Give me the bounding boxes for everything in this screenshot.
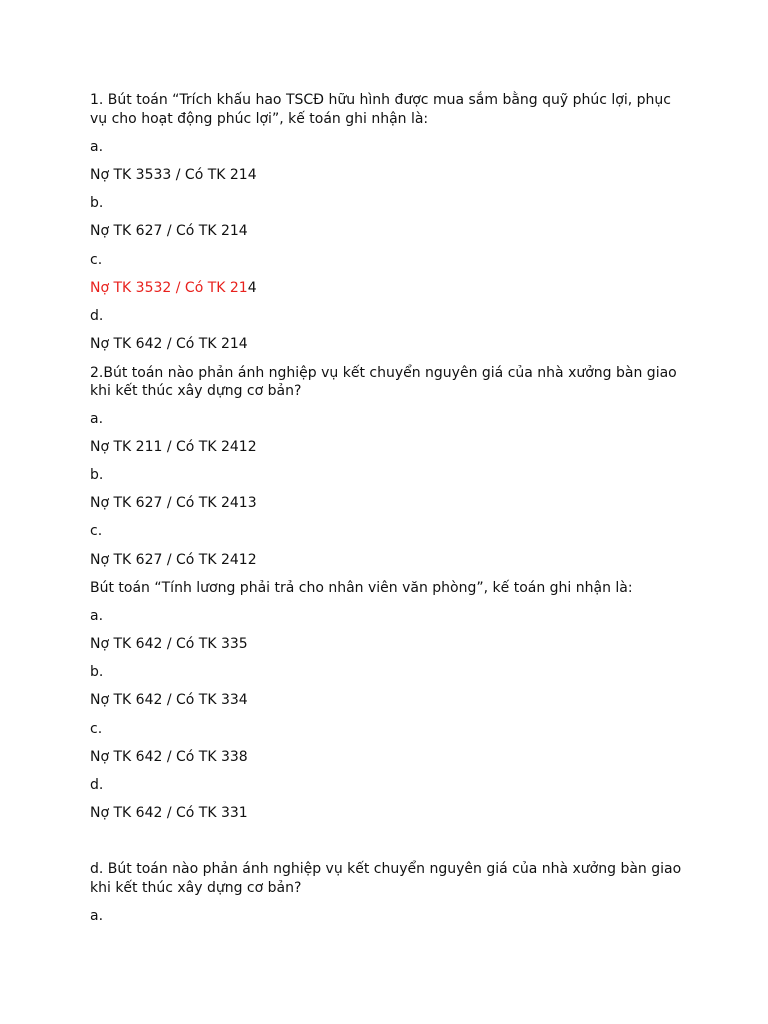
question-4-option-a-letter: a. [90, 908, 104, 924]
question-4-stem-line-2: khi kết thúc xây dựng cơ bản? [90, 880, 302, 896]
question-1-option-d-letter: d. [90, 308, 104, 324]
highlighted-answer: Nợ TK 3532 / Có TK 21 [90, 280, 248, 296]
question-2-option-a-letter: a. [90, 411, 104, 427]
question-2-option-a-text: Nợ TK 211 / Có TK 2412 [90, 439, 257, 455]
question-1-option-d-text: Nợ TK 642 / Có TK 214 [90, 336, 248, 352]
question-3-option-c-text: Nợ TK 642 / Có TK 338 [90, 749, 248, 765]
question-2-option-b-letter: b. [90, 467, 104, 483]
question-3-option-c-letter: c. [90, 721, 103, 737]
question-1-option-c-letter: c. [90, 252, 103, 268]
question-2-option-b-text: Nợ TK 627 / Có TK 2413 [90, 495, 257, 511]
question-1-option-b-text: Nợ TK 627 / Có TK 214 [90, 223, 248, 239]
question-1-stem-line-1: 1. Bút toán “Trích khấu hao TSCĐ hữu hình được mua sắm bằng quỹ phúc lợi, phục [90, 92, 671, 108]
question-1-option-b-letter: b. [90, 195, 104, 211]
question-3-option-a-letter: a. [90, 608, 104, 624]
question-4-stem-line-1: d. Bút toán nào phản ánh nghiệp vụ kết chuyển nguyên giá của nhà xưởng bàn giao [90, 861, 682, 877]
question-2-stem-line-1: 2.Bút toán nào phản ánh nghiệp vụ kết chuyển nguyên giá của nhà xưởng bàn giao [90, 365, 677, 381]
question-3-option-d-text: Nợ TK 642 / Có TK 331 [90, 805, 248, 821]
question-2-option-c-letter: c. [90, 523, 103, 539]
question-3-option-b-letter: b. [90, 664, 104, 680]
question-1-option-a-letter: a. [90, 139, 104, 155]
question-3-option-d-letter: d. [90, 777, 104, 793]
question-2-stem-line-2: khi kết thúc xây dựng cơ bản? [90, 383, 302, 399]
question-1-stem-line-2: vụ cho hoạt động phúc lợi”, kế toán ghi nhận là: [90, 111, 429, 127]
answer-tail: 4 [247, 280, 257, 296]
question-3-option-b-text: Nợ TK 642 / Có TK 334 [90, 692, 248, 708]
question-3-option-a-text: Nợ TK 642 / Có TK 335 [90, 636, 248, 652]
question-1-option-c-text [90, 279, 257, 297]
question-3-stem-line-1: Bút toán “Tính lương phải trả cho nhân viên văn phòng”, kế toán ghi nhận là: [90, 580, 633, 596]
question-2-option-c-text: Nợ TK 627 / Có TK 2412 [90, 552, 257, 568]
question-1-option-a-text: Nợ TK 3533 / Có TK 214 [90, 167, 257, 183]
